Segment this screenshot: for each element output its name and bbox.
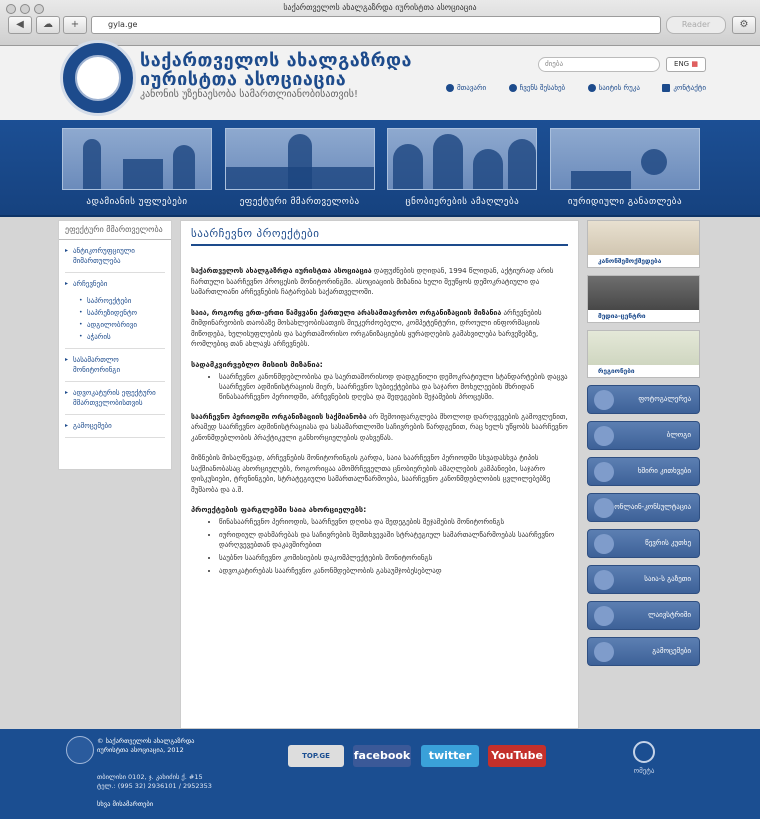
ometa-link[interactable]: ომეტა <box>629 741 659 775</box>
play-icon <box>594 606 614 626</box>
blog-icon <box>594 426 614 446</box>
tile-good-governance[interactable]: ეფექტური მმართველობა <box>225 128 375 207</box>
livestream-button[interactable]: ლაივსტრიმი <box>587 601 700 630</box>
good-governance-image <box>225 128 375 190</box>
sidebar-subitem[interactable]: • ადგილობრივი <box>65 319 165 331</box>
lawmaking-link[interactable]: კანონშემოქმედება <box>587 220 700 268</box>
sidebar-subitem[interactable]: • აჭარის <box>65 331 165 348</box>
chat-icon <box>594 498 614 518</box>
address-bar[interactable] <box>91 16 661 34</box>
sidebar-heading: ეფექტური მმართველობა <box>59 221 171 240</box>
search-input[interactable]: ძიება <box>538 57 660 72</box>
list-item: • წინასაარჩევნო პერიოდის, საარჩევნო დღისა და შედეგების შეჯამების მონიტორინგს <box>219 517 568 527</box>
newspaper-button[interactable]: საია-ს გაზეთი <box>587 565 700 594</box>
minimize-window-button[interactable] <box>20 4 30 14</box>
logo[interactable] <box>60 40 136 116</box>
settings-icon[interactable]: ⚙ <box>732 16 756 34</box>
site-name[interactable]: საქართველოს ახალგაზრდა იურისტთა ასოციაცია <box>140 50 412 90</box>
camera-icon <box>594 390 614 410</box>
activity-paragraph: საარჩევნო პერიოდში ორგანიზაციის საქმიანობა არ შემოიფარგლება მხოლოდ დარღვევების გამოვლენით, არამედ საარჩევნო ადმინისტრაციასა და სასამართლოში საჩივრების წარდგენით, რაც ხელს უწყობს საარჩევნო კანონმდებლობის პრაქტიკული განხორციელების დახვეწას. <box>191 412 568 442</box>
footer-address: თბილისი 0102, ჯ. კახიძის ქ. #15 ტელ.: (995 32) 2936101 / 2952353 <box>97 773 212 790</box>
window-title: საქართველოს ახალგაზრდა იურისტთა ასოციაცია <box>283 3 477 12</box>
sidebar-item-elections[interactable]: ▸ არჩევნები <box>65 273 165 295</box>
language-switch[interactable]: ENG ▦ <box>666 57 706 72</box>
mission-list <box>219 372 568 402</box>
site-header <box>0 46 760 120</box>
site-tagline: კანონის უზენაესობა სამართლიანობისათვის! <box>140 89 359 100</box>
footer-copyright: © საქართველოს ახალგაზრდა იურისტთა ასოციაცია, 2012 <box>97 737 195 754</box>
sidebar-item-publications[interactable]: ▸ გამოცემები <box>65 415 165 438</box>
sitemap-link[interactable]: საიტის რუკა <box>588 84 640 92</box>
youtube-link[interactable]: YouTube <box>488 745 546 767</box>
sidebar-subitem[interactable]: • საპროექტები <box>65 295 165 307</box>
ometa-icon <box>633 741 655 763</box>
sidebar-item-court-monitoring[interactable]: ▸ სასამართლო მონიტორინგი <box>65 348 165 382</box>
list-item: • საარჩევნო კანონმდებლობისა და საერთაშორისოდ დადგენილი დემოკრატიული სტანდარტების დაცვა საარჩევნო ადმინისტრაციის მიერ, საარჩევნო სუბიექტებისა და საჯარო მოხელეების მხრიდან წინასაარჩევნო პერიოდში, არჩევნების დღესა და შედეგების შეჯამების პროცესში. <box>219 372 568 402</box>
close-window-button[interactable] <box>6 4 16 14</box>
browser-chrome <box>0 0 760 46</box>
list-item: • საუბნო საარჩევნო კომისიების დაკომპლექტების მონიტორინგს <box>219 553 568 563</box>
add-tab-button[interactable]: + <box>63 16 87 34</box>
zoom-window-button[interactable] <box>34 4 44 14</box>
reader-button[interactable]: Reader <box>666 16 726 34</box>
home-link[interactable]: მთავარი <box>446 84 486 92</box>
help-icon <box>509 84 517 92</box>
regions-link[interactable]: რეგიონები <box>587 330 700 378</box>
footer-logo <box>66 736 94 764</box>
question-icon <box>594 462 614 482</box>
member-corner-button[interactable]: წევრის კუთხე <box>587 529 700 558</box>
photogallery-button[interactable]: ფოტოგალერეა <box>587 385 700 414</box>
mission-paragraph: საია, როგორც ერთ-ერთი წამყვანი ქართული არასამთავრობო ორგანიზაციის მიზანია არჩევნების მიმდინარეობის თაობაზე მოსახლეობისათვის მიუკერძოებელი, კომპეტენტური, დროული ინფორმაციის მიწოდება, ხელისუფლების და საერთაშორისო ორგანიზაციების ყურადღების გამახვილება ხარვეზებზე, რომლებიც თან ახლავს არჩევნებს. <box>191 308 542 348</box>
human-rights-image <box>62 128 212 190</box>
awareness-image <box>387 128 537 190</box>
about-link[interactable]: ჩვენს შესახებ <box>509 84 566 92</box>
url-text: gyla.ge <box>108 20 138 29</box>
back-button[interactable]: ◀ <box>8 16 32 34</box>
page-title: საარჩევნო პროექტები <box>191 221 568 246</box>
left-sidebar <box>58 220 172 470</box>
publications-button[interactable]: გამოცემები <box>587 637 700 666</box>
directions-list <box>219 517 568 576</box>
contact-link[interactable]: კონტაქტი <box>662 84 706 92</box>
facebook-link[interactable]: facebook <box>353 745 411 767</box>
tile-human-rights[interactable]: ადამიანის უფლებები <box>62 128 212 207</box>
sidebar-item-advocacy[interactable]: ▸ ადვოკატურის ეფექტური მმართველობისთვის <box>65 382 165 415</box>
faq-button[interactable]: ხშირი კითხვები <box>587 457 700 486</box>
mail-icon <box>662 84 670 92</box>
globe-icon <box>588 84 596 92</box>
list-item: • ადვოკატირებას საარჩევნო კანონმდებლობის გასაუმჯობესებლად <box>219 566 568 576</box>
cloud-icon[interactable]: ☁ <box>36 16 60 34</box>
sidebar-item-anticorruption[interactable]: ▸ ანტიკორუფციული მიმართულება <box>65 240 165 273</box>
topic-tiles <box>62 128 700 207</box>
mission-heading: სადამკვირვებლო მისიის მიზანია: <box>191 359 323 369</box>
legal-education-image <box>550 128 700 190</box>
main-content <box>180 220 579 729</box>
tile-legal-education[interactable]: იურიდიული განათლება <box>550 128 700 207</box>
right-sidebar <box>587 220 700 666</box>
directions-heading: პროექტების ფარგლებში საია ახორციელებს: <box>191 505 367 514</box>
sidebar-subitem[interactable]: • საპრეზიდენტო <box>65 307 165 319</box>
sidebar-nav <box>59 240 171 438</box>
member-icon <box>594 534 614 554</box>
site-footer <box>0 729 760 819</box>
top-links <box>446 84 706 92</box>
intro-paragraph: საქართველოს ახალგაზრდა იურისტთა ასოციაცია დაფუძნების დღიდან, 1994 წლიდან, აქტიურად არის ჩართული საარჩევნო პროცესის მონიტორინგში. ასოციაციის მიზანია ხელი შეუწყოს დემოკრატიული და სამართლიანი არჩევნების ჩატარებას საქართველოში. <box>191 267 554 296</box>
topge-badge[interactable]: TOP.GE <box>288 745 344 767</box>
twitter-link[interactable]: twitter <box>421 745 479 767</box>
book-icon <box>594 642 614 662</box>
blog-button[interactable]: ბლოგი <box>587 421 700 450</box>
goals-paragraph: მიზნების მისაღწევად, არჩევნების მონიტორინგის გარდა, საია საარჩევნო პერიოდში სხვადასხვა ტიპის საქმიანობასაც ახორციელებს, როგორიცაა ამომრჩეველთა ცნობიერების ამაღლების კამპანიები, საჯარო დისკუსიები, ტრენინგები, სტრატეგიული სამართალწარმოება, საარჩევნო კანონმდებლობის ცვლილებებზე მუშაობა და ა.შ. <box>191 454 551 494</box>
online-consultation-button[interactable]: ონლაინ-კონსულტაცია <box>587 493 700 522</box>
newspaper-icon <box>594 570 614 590</box>
list-item: • იურიდიულ დახმარებას და საჩივრების შემთხვევაში სტრატეგიულ სამართალწარმოებას საარჩევნო დარღვევებთან დაკავშირებით <box>219 530 568 550</box>
other-sites-link[interactable]: სხვა მისამართები <box>97 800 154 808</box>
tile-awareness[interactable]: ცნობიერების ამაღლება <box>387 128 537 207</box>
home-icon <box>446 84 454 92</box>
media-center-link[interactable]: მედია-ცენტრი <box>587 275 700 323</box>
